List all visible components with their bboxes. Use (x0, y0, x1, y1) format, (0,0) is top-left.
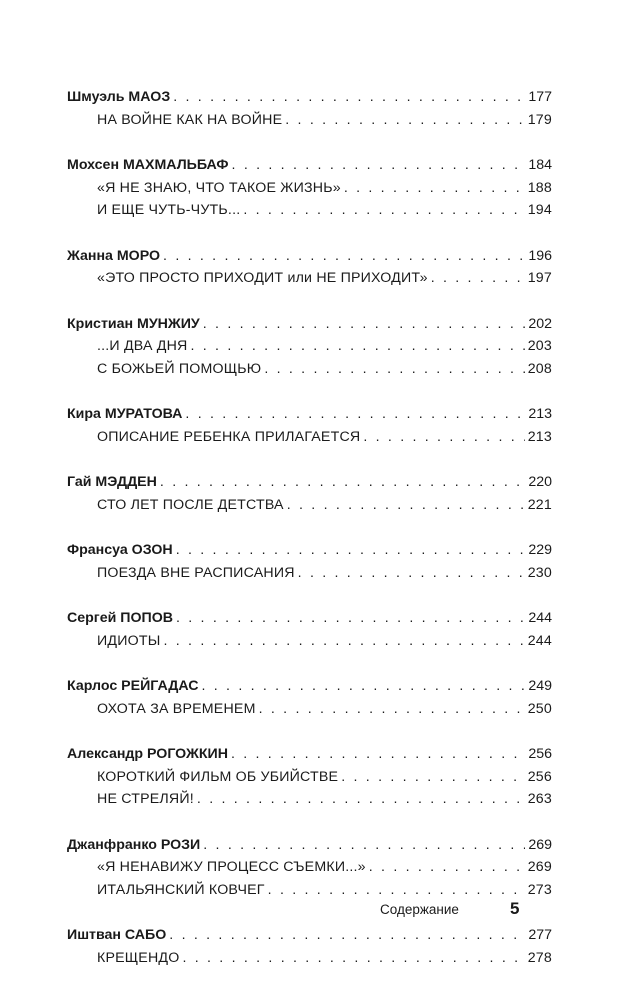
toc-work-row[interactable] (67, 788, 552, 811)
toc-page-number: 220 (528, 474, 552, 490)
toc-author-row[interactable] (67, 743, 552, 766)
author-name: Мохсен МАХМАЛЬБАФ (67, 157, 229, 173)
toc-work-row[interactable] (67, 947, 552, 970)
toc-entry (67, 245, 552, 290)
toc-page-number: 278 (527, 949, 552, 966)
table-of-contents (67, 86, 552, 969)
toc-work-row[interactable] (67, 358, 552, 381)
dot-leader (232, 154, 526, 177)
dot-leader (185, 403, 525, 426)
toc-page-number: 269 (528, 836, 552, 853)
toc-entry (67, 539, 552, 584)
work-title: СТО ЛЕТ ПОСЛЕ ДЕТСТВА (97, 496, 284, 513)
toc-author-row[interactable] (67, 154, 552, 177)
toc-work-row[interactable] (67, 562, 552, 585)
toc-page-number: 277 (528, 927, 552, 943)
dot-leader (344, 177, 525, 200)
work-title: НА ВОЙНЕ КАК НА ВОЙНЕ (97, 111, 283, 128)
work-title: «Я НЕНАВИЖУ ПРОЦЕСС СЪЕМКИ...» (97, 859, 366, 875)
toc-page-number: 221 (527, 496, 552, 513)
toc-work-row[interactable] (67, 199, 552, 222)
running-footer-label: Содержание (380, 902, 459, 917)
toc-author-row[interactable] (67, 313, 552, 336)
dot-leader (173, 86, 525, 109)
toc-page-number: 179 (527, 111, 552, 128)
dot-leader (201, 675, 525, 698)
dot-leader (197, 788, 525, 811)
toc-page-number: 196 (528, 247, 552, 264)
toc-page-number: 256 (528, 746, 552, 762)
author-name: Жанна МОРО (67, 247, 161, 264)
author-name: Сергей ПОПОВ (67, 610, 173, 626)
dot-leader (231, 743, 525, 766)
work-title: КОРОТКИЙ ФИЛЬМ ОБ УБИЙСТВЕ (97, 768, 339, 785)
toc-page-number: 263 (527, 791, 552, 807)
dot-leader (369, 856, 525, 879)
toc-page-number: 202 (528, 315, 552, 332)
toc-work-row[interactable] (67, 630, 552, 653)
toc-page-number: 208 (527, 360, 552, 377)
dot-leader (163, 630, 524, 653)
toc-page-number: 230 (527, 564, 552, 581)
work-title: ИДИОТЫ (97, 632, 161, 649)
work-title: «ЭТО ПРОСТО ПРИХОДИТ или НЕ ПРИХОДИТ» (97, 270, 428, 286)
work-title: ПОЕЗДА ВНЕ РАСПИСАНИЯ (97, 564, 295, 581)
author-name: Гай МЭДДЕН (67, 474, 157, 490)
toc-page-number: 194 (527, 202, 552, 218)
dot-leader (176, 539, 526, 562)
dot-leader (431, 267, 525, 290)
dot-leader (264, 358, 524, 381)
toc-author-row[interactable] (67, 539, 552, 562)
work-title: ...И ДВА ДНЯ (97, 338, 188, 354)
dot-leader (176, 607, 525, 630)
toc-page-number: 244 (527, 632, 552, 649)
page-number: 5 (510, 899, 520, 918)
toc-work-row[interactable] (67, 177, 552, 200)
toc-work-row[interactable] (67, 766, 552, 789)
toc-entry (67, 86, 552, 131)
work-title: ОПИСАНИЕ РЕБЕНКА ПРИЛАГАЕТСЯ (97, 428, 361, 445)
work-title: С БОЖЬЕЙ ПОМОЩЬЮ (97, 360, 262, 377)
toc-work-row[interactable] (67, 267, 552, 290)
toc-page-number: 256 (527, 768, 552, 785)
toc-author-row[interactable] (67, 245, 552, 268)
author-name: Александр РОГОЖКИН (67, 746, 228, 762)
toc-page-number: 213 (527, 428, 552, 445)
work-title: НЕ СТРЕЛЯЙ! (97, 791, 194, 807)
author-name: Карлос РЕЙГАДАС (67, 678, 199, 694)
toc-author-row[interactable] (67, 834, 552, 857)
toc-page-number: 203 (527, 338, 552, 354)
toc-page-number: 188 (527, 179, 552, 196)
toc-page-number: 177 (528, 89, 552, 105)
toc-page-number: 184 (528, 157, 552, 173)
dot-leader (243, 199, 524, 222)
toc-work-row[interactable] (67, 426, 552, 449)
author-name: Франсуа ОЗОН (67, 542, 173, 558)
toc-page-number: 244 (528, 610, 552, 626)
toc-entry (67, 834, 552, 902)
author-name: Шмуэль МАОЗ (67, 89, 171, 105)
dot-leader (203, 834, 525, 857)
dot-leader (268, 879, 525, 902)
toc-work-row[interactable] (67, 335, 552, 358)
work-title: ОХОТА ЗА ВРЕМЕНЕМ (97, 700, 256, 717)
toc-author-row[interactable] (67, 607, 552, 630)
author-name: Кира МУРАТОВА (67, 406, 183, 422)
author-name: Джанфранко РОЗИ (67, 836, 201, 853)
toc-entry (67, 154, 552, 222)
dot-leader (259, 698, 525, 721)
toc-author-row[interactable] (67, 471, 552, 494)
dot-leader (203, 313, 526, 336)
author-name: Иштван САБО (67, 927, 167, 943)
toc-entry (67, 403, 552, 448)
toc-author-row[interactable] (67, 403, 552, 426)
dot-leader (169, 924, 525, 947)
dot-leader (163, 245, 525, 268)
work-title: «Я НЕ ЗНАЮ, ЧТО ТАКОЕ ЖИЗНЬ» (97, 179, 341, 196)
toc-page-number: 273 (527, 881, 552, 898)
toc-page-number: 213 (528, 406, 552, 422)
dot-leader (160, 471, 525, 494)
toc-entry (67, 313, 552, 381)
toc-work-row[interactable] (67, 698, 552, 721)
dot-leader (363, 426, 524, 449)
toc-entry (67, 924, 552, 969)
toc-author-row[interactable] (67, 924, 552, 947)
dot-leader (287, 494, 525, 517)
toc-page-number: 229 (528, 542, 552, 558)
dot-leader (341, 766, 525, 789)
toc-page-number: 197 (527, 270, 552, 286)
toc-page-number: 269 (527, 859, 552, 875)
toc-entry (67, 471, 552, 516)
toc-work-row[interactable] (67, 879, 552, 902)
author-name: Кристиан МУНЖИУ (67, 315, 200, 332)
toc-work-row[interactable] (67, 109, 552, 132)
toc-page-number: 250 (527, 700, 552, 717)
dot-leader (285, 109, 524, 132)
toc-work-row[interactable] (67, 856, 552, 879)
toc-entry (67, 743, 552, 811)
dot-leader (190, 335, 524, 358)
dot-leader (182, 947, 524, 970)
toc-author-row[interactable] (67, 86, 552, 109)
work-title: И ЕЩЕ ЧУТЬ-ЧУТЬ... (97, 202, 241, 218)
toc-entry (67, 607, 552, 652)
dot-leader (298, 562, 525, 585)
toc-page-number: 249 (528, 678, 552, 694)
toc-author-row[interactable] (67, 675, 552, 698)
work-title: ИТАЛЬЯНСКИЙ КОВЧЕГ (97, 881, 265, 898)
toc-work-row[interactable] (67, 494, 552, 517)
toc-entry (67, 675, 552, 720)
work-title: КРЕЩЕНДО (97, 949, 180, 966)
